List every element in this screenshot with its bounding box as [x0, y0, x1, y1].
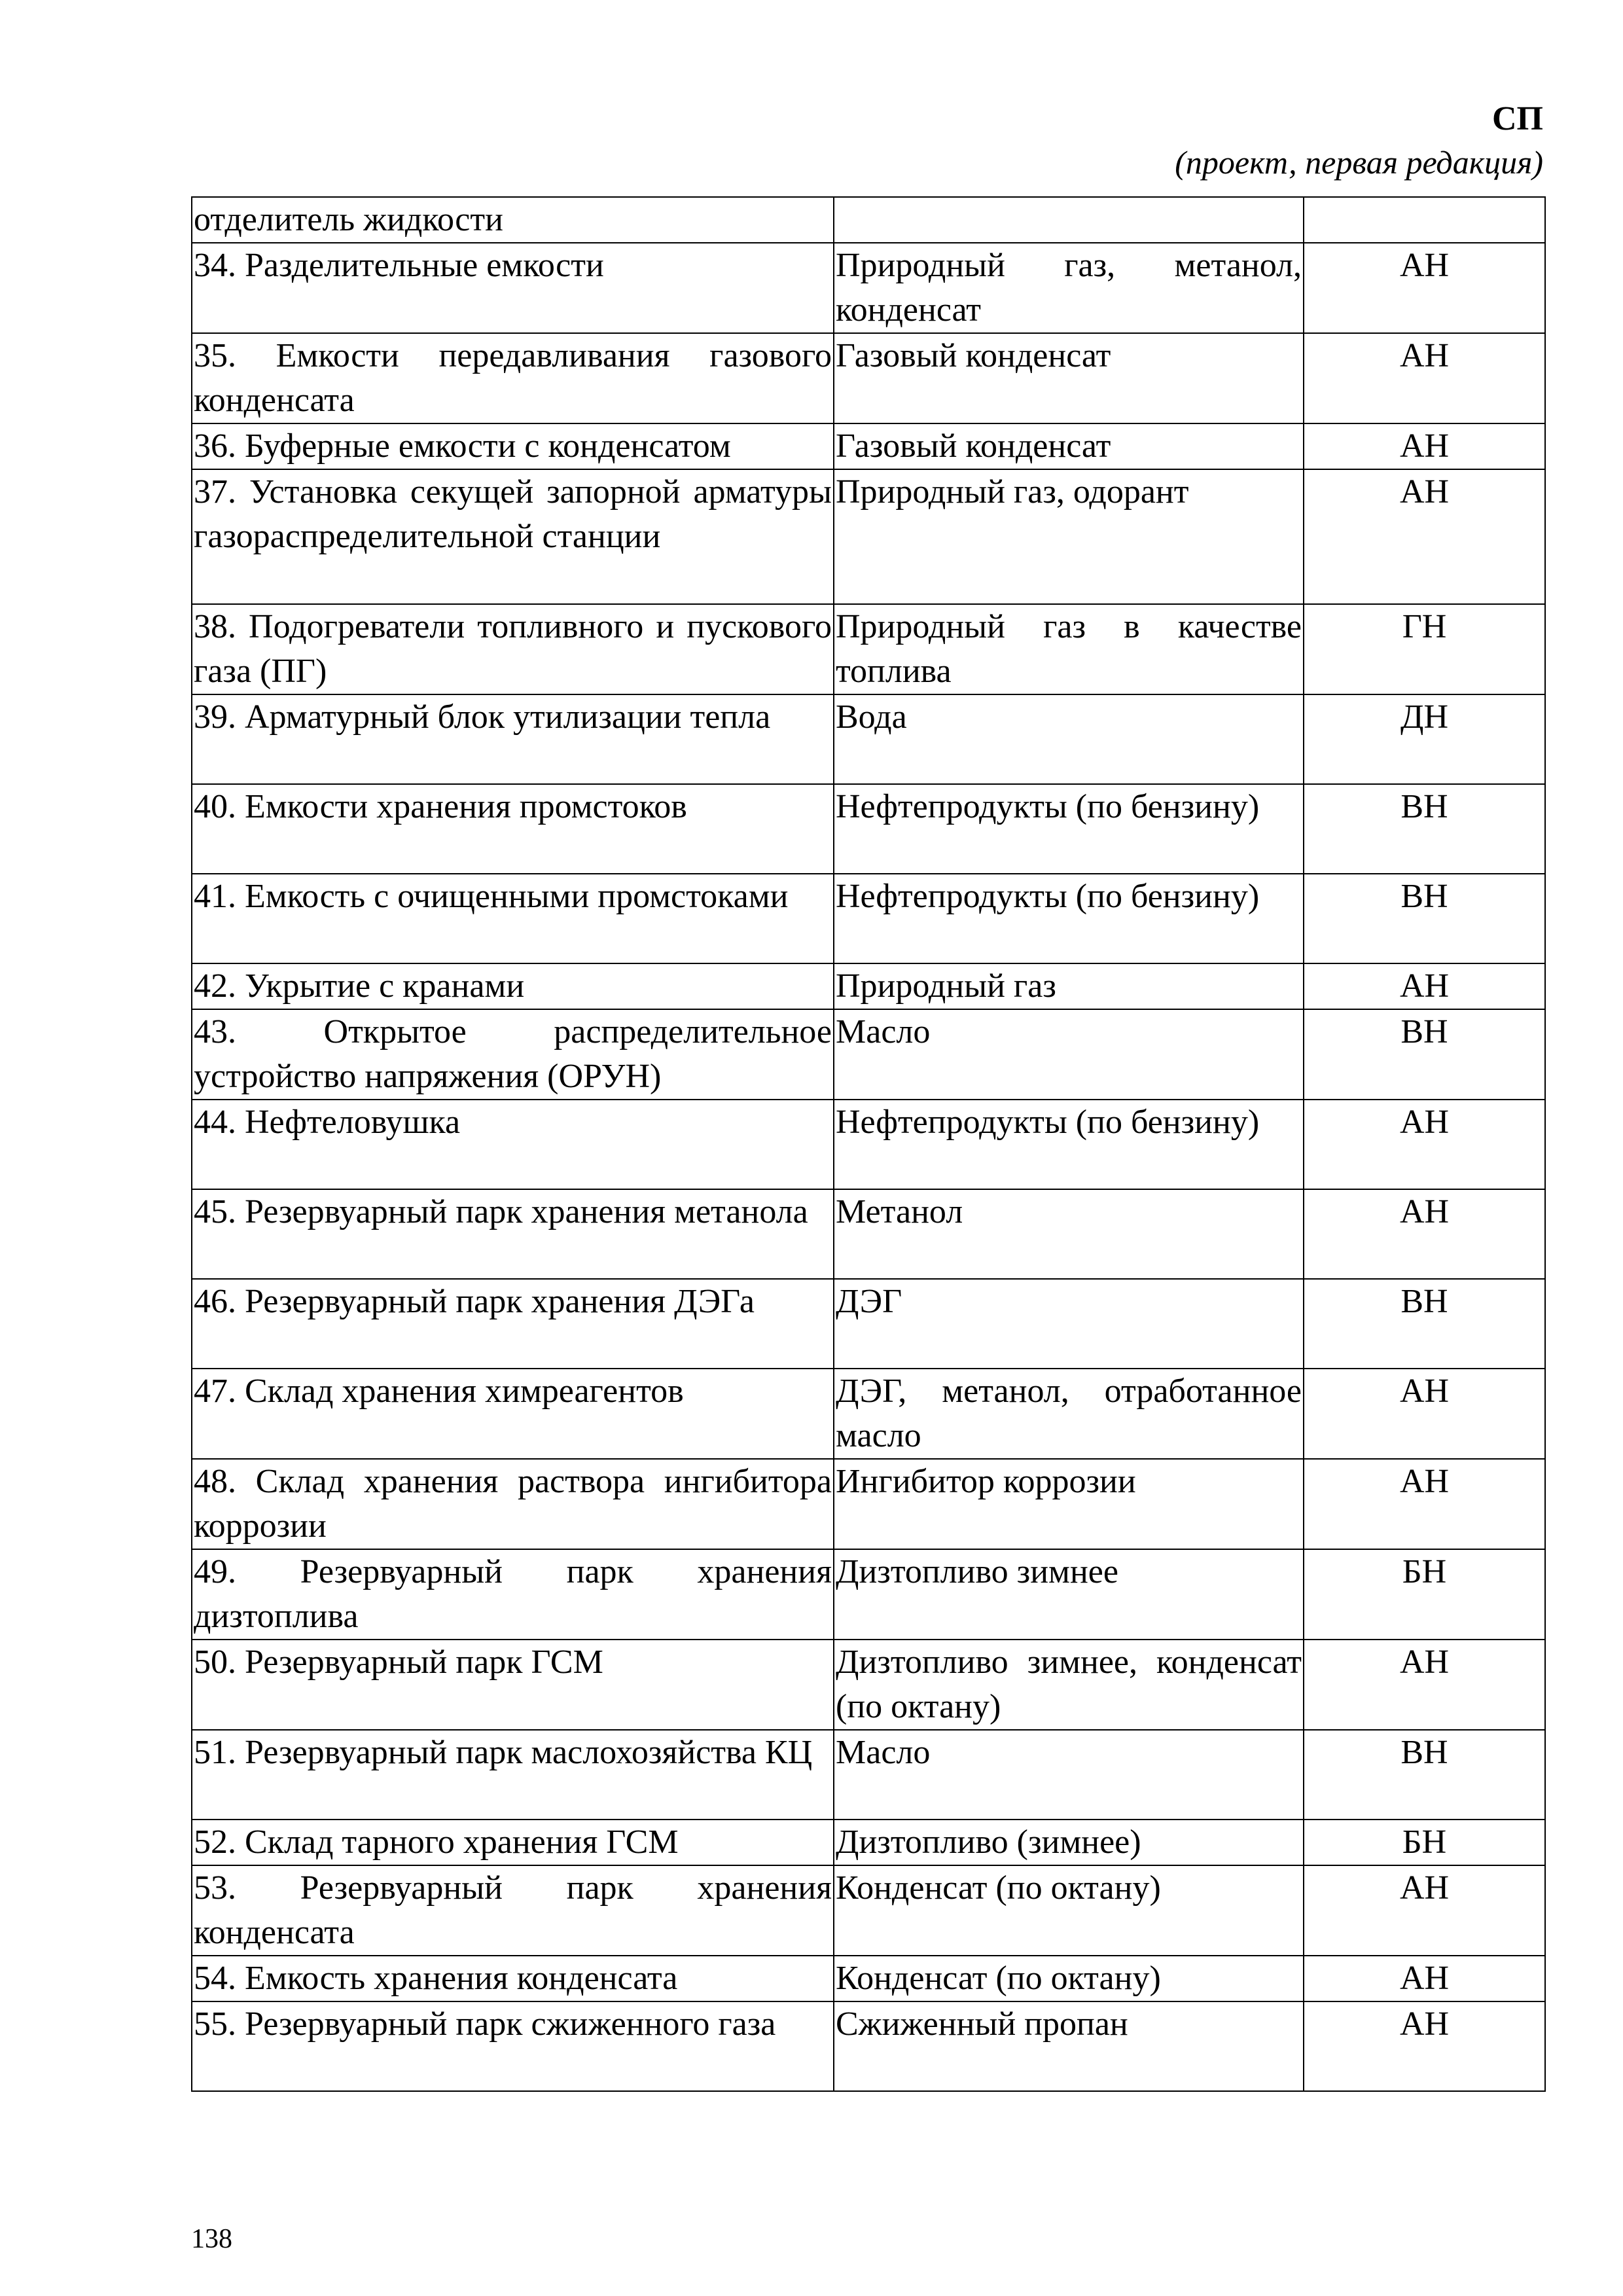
- category-cell: [1304, 197, 1545, 243]
- substance-cell: Масло: [834, 1730, 1304, 1820]
- object-cell: 46. Резервуарный парк хранения ДЭГа: [192, 1279, 834, 1369]
- document-code: СП: [1492, 100, 1543, 137]
- category-cell: АН: [1304, 1369, 1545, 1459]
- category-cell: ДН: [1304, 694, 1545, 784]
- category-cell: АН: [1304, 469, 1545, 604]
- substance-cell: Вода: [834, 694, 1304, 784]
- object-cell: 37. Установка секущей запорной арматуры газораспределительной станции: [192, 469, 834, 604]
- table-row: [192, 604, 1545, 694]
- object-cell: 48. Склад хранения раствора ингибитора коррозии: [192, 1459, 834, 1549]
- substance-cell: Метанол: [834, 1189, 1304, 1279]
- hazard-category-table: [191, 196, 1546, 2092]
- table-row: [192, 1100, 1545, 1189]
- object-cell: отделитель жидкости: [192, 197, 834, 243]
- category-cell: ВН: [1304, 784, 1545, 874]
- substance-cell: ДЭГ: [834, 1279, 1304, 1369]
- table-row: [192, 2001, 1545, 2091]
- category-cell: АН: [1304, 423, 1545, 469]
- category-cell: ВН: [1304, 874, 1545, 963]
- table-row: [192, 197, 1545, 243]
- table-row: [192, 1459, 1545, 1549]
- table-row: [192, 1865, 1545, 1956]
- table-row: [192, 874, 1545, 963]
- substance-cell: Газовый конденсат: [834, 333, 1304, 423]
- category-cell: АН: [1304, 963, 1545, 1009]
- substance-cell: Природный газ, одорант: [834, 469, 1304, 604]
- object-cell: 47. Склад хранения химреагентов: [192, 1369, 834, 1459]
- category-cell: АН: [1304, 1100, 1545, 1189]
- table-row: [192, 1369, 1545, 1459]
- substance-cell: Нефтепродукты (по бензину): [834, 784, 1304, 874]
- substance-cell: Конденсат (по октану): [834, 1956, 1304, 2001]
- table-row: [192, 1956, 1545, 2001]
- table-row: [192, 243, 1545, 333]
- object-cell: 38. Подогреватели топливного и пускового газа (ПГ): [192, 604, 834, 694]
- table-row: [192, 1549, 1545, 1640]
- table-row: [192, 1189, 1545, 1279]
- substance-cell: Дизтопливо (зимнее): [834, 1820, 1304, 1865]
- category-cell: АН: [1304, 1640, 1545, 1730]
- substance-cell: Газовый конденсат: [834, 423, 1304, 469]
- page-number: 138: [191, 2224, 232, 2254]
- object-cell: 34. Разделительные емкости: [192, 243, 834, 333]
- substance-cell: Сжиженный пропан: [834, 2001, 1304, 2091]
- object-cell: 35. Емкости передавливания газового конденсата: [192, 333, 834, 423]
- substance-cell: Природный газ в качестве топлива: [834, 604, 1304, 694]
- table-row: [192, 1009, 1545, 1100]
- table-row: [192, 423, 1545, 469]
- object-cell: 45. Резервуарный парк хранения метанола: [192, 1189, 834, 1279]
- object-cell: 41. Емкость с очищенными промстоками: [192, 874, 834, 963]
- table-row: [192, 784, 1545, 874]
- category-cell: АН: [1304, 1459, 1545, 1549]
- substance-cell: Дизтопливо зимнее, конденсат (по октану): [834, 1640, 1304, 1730]
- category-cell: АН: [1304, 1865, 1545, 1956]
- substance-cell: Дизтопливо зимнее: [834, 1549, 1304, 1640]
- table-row: [192, 333, 1545, 423]
- category-cell: АН: [1304, 2001, 1545, 2091]
- object-cell: 50. Резервуарный парк ГСМ: [192, 1640, 834, 1730]
- category-cell: АН: [1304, 333, 1545, 423]
- substance-cell: [834, 197, 1304, 243]
- object-cell: 54. Емкость хранения конденсата: [192, 1956, 834, 2001]
- object-cell: 52. Склад тарного хранения ГСМ: [192, 1820, 834, 1865]
- table-row: [192, 469, 1545, 604]
- table-row: [192, 1279, 1545, 1369]
- category-cell: ГН: [1304, 604, 1545, 694]
- object-cell: 44. Нефтеловушка: [192, 1100, 834, 1189]
- object-cell: 49. Резервуарный парк хранения дизтоплива: [192, 1549, 834, 1640]
- object-cell: 42. Укрытие с кранами: [192, 963, 834, 1009]
- category-cell: АН: [1304, 243, 1545, 333]
- substance-cell: ДЭГ, метанол, отработанное масло: [834, 1369, 1304, 1459]
- object-cell: 39. Арматурный блок утилизации тепла: [192, 694, 834, 784]
- object-cell: 43. Открытое распределительное устройство напряжения (ОРУН): [192, 1009, 834, 1100]
- category-cell: ВН: [1304, 1730, 1545, 1820]
- substance-cell: Конденсат (по октану): [834, 1865, 1304, 1956]
- object-cell: 51. Резервуарный парк маслохозяйства КЦ: [192, 1730, 834, 1820]
- table-row: [192, 1640, 1545, 1730]
- object-cell: 36. Буферные емкости с конденсатом: [192, 423, 834, 469]
- table-row: [192, 1820, 1545, 1865]
- table-row: [192, 963, 1545, 1009]
- substance-cell: Ингибитор коррозии: [834, 1459, 1304, 1549]
- category-cell: БН: [1304, 1820, 1545, 1865]
- substance-cell: Нефтепродукты (по бензину): [834, 1100, 1304, 1189]
- category-cell: АН: [1304, 1956, 1545, 2001]
- substance-cell: Нефтепродукты (по бензину): [834, 874, 1304, 963]
- substance-cell: Природный газ: [834, 963, 1304, 1009]
- category-cell: ВН: [1304, 1279, 1545, 1369]
- substance-cell: Природный газ, метанол, конденсат: [834, 243, 1304, 333]
- object-cell: 40. Емкости хранения промстоков: [192, 784, 834, 874]
- category-cell: АН: [1304, 1189, 1545, 1279]
- table-row: [192, 1730, 1545, 1820]
- document-status: (проект, первая редакция): [1175, 144, 1543, 181]
- object-cell: 55. Резервуарный парк сжиженного газа: [192, 2001, 834, 2091]
- category-cell: БН: [1304, 1549, 1545, 1640]
- category-cell: ВН: [1304, 1009, 1545, 1100]
- object-cell: 53. Резервуарный парк хранения конденсата: [192, 1865, 834, 1956]
- table-row: [192, 694, 1545, 784]
- substance-cell: Масло: [834, 1009, 1304, 1100]
